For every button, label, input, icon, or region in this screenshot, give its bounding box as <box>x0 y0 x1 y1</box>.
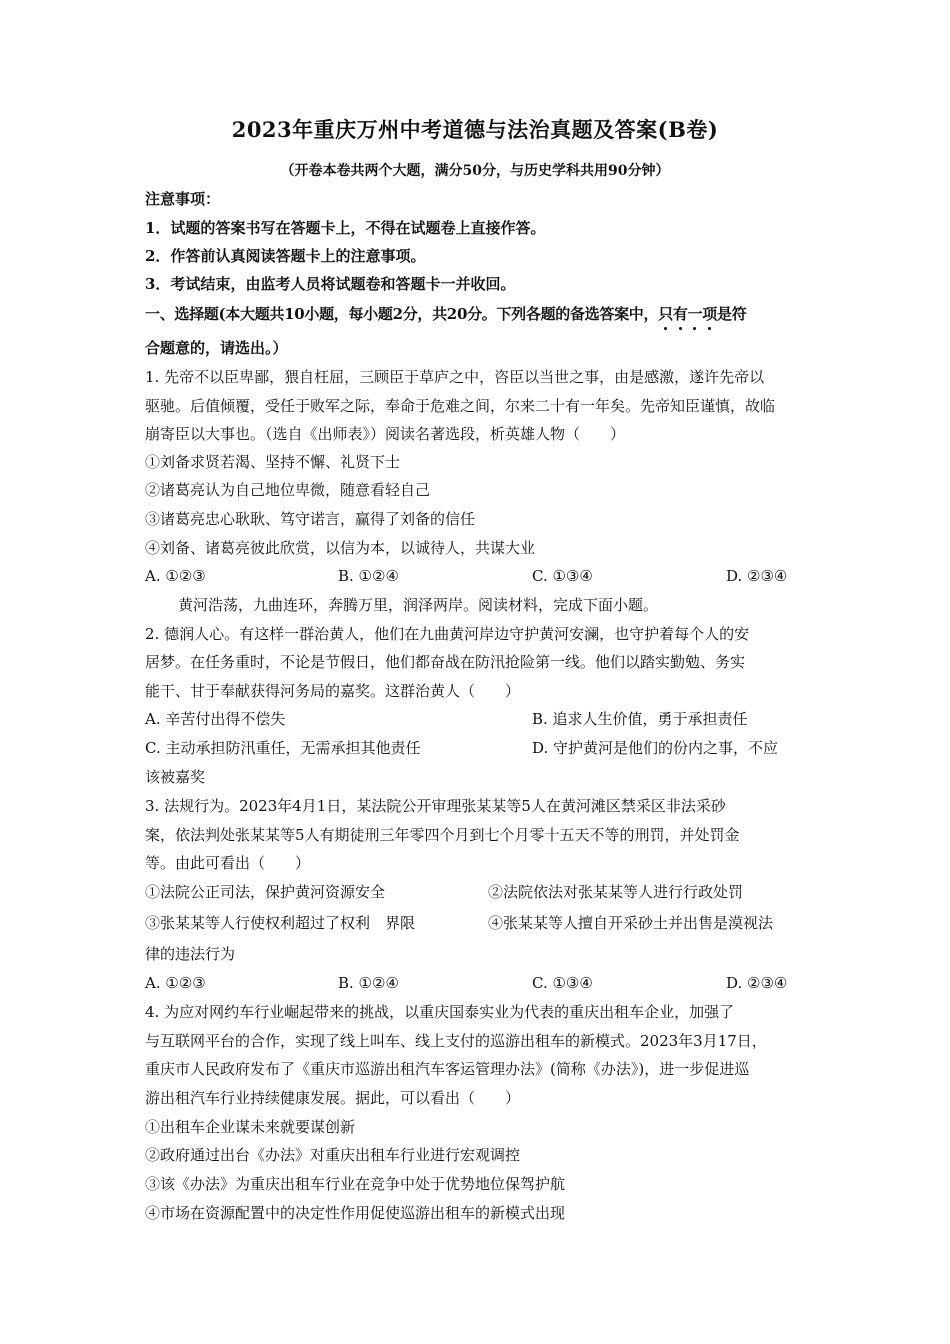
question-3-statement: ②法院依法对张某某等人进行行政处罚 <box>488 883 744 901</box>
question-2-option-d[interactable]: D. 守护黄河是他们的份内之事，不应 <box>532 739 779 757</box>
notice-item: 1．试题的答案书写在答题卡上，不得在试题卷上直接作答。 <box>145 219 546 237</box>
question-3-text: 等。由此可看出（ ） <box>145 854 311 872</box>
question-4-text: 4. 为应对网约车行业崛起带来的挑战，以重庆国泰实业为代表的重庆出租车企业，加强了 <box>145 1003 735 1021</box>
question-3-text: 案，依法判处张某某等5人有期徒刑三年零四个月到七个月零十五天不等的刑罚，并处罚金 <box>145 826 740 844</box>
notice-heading: 注意事项： <box>145 190 221 208</box>
emphasis-char: 项 <box>702 305 717 323</box>
question-1-option-a[interactable]: A. ①②③ <box>145 567 206 585</box>
question-3-statement: ④张某某等人擅自开采砂土并出售是漠视法 <box>488 914 774 932</box>
question-1-option-b[interactable]: B. ①②④ <box>338 567 399 585</box>
question-4-text: 重庆市人民政府发布了《重庆市巡游出租汽车客运管理办法》(简称《办法》)，进一步促进巡 <box>145 1060 750 1078</box>
question-3-option-b[interactable]: B. ①②④ <box>338 974 399 992</box>
question-1-option-c[interactable]: C. ①③④ <box>532 567 593 585</box>
question-1-statement: ④刘备、诸葛亮彼此欣赏，以信为本，以诚待人，共谋大业 <box>145 539 536 557</box>
page-title: 2023年重庆万州中考道德与法治真题及答案(B卷) <box>231 117 719 142</box>
question-3-option-a[interactable]: A. ①②③ <box>145 974 206 992</box>
question-1-statement: ②诸葛亮认为自己地位卑微，随意看轻自己 <box>145 481 431 499</box>
question-4-text: 与互联网平台的合作，实现了线上叫车、线上支付的巡游出租车的新模式。2023年3月17日， <box>145 1032 767 1050</box>
question-1-text: 1. 先帝不以臣卑鄙，猥自枉屈，三顾臣于草庐之中，咨臣以当世之事，由是感激，遂许先帝以 <box>145 368 765 386</box>
notice-item: 3．考试结束，由监考人员将试题卷和答题卡一并收回。 <box>145 275 516 293</box>
question-4-statement: ①出租车企业谋未来就要谋创新 <box>145 1118 356 1136</box>
notice-item: 2．作答前认真阅读答题卡上的注意事项。 <box>145 247 426 265</box>
question-2-text: 2. 德润人心。有这样一群治黄人，他们在九曲黄河岸边守护黄河安澜，也守护着每个人的安 <box>145 625 750 643</box>
question-2-option-d-cont: 该被嘉奖 <box>145 768 206 786</box>
question-2-text: 能干、甘于奉献获得河务局的嘉奖。这群治黄人（ ） <box>145 682 521 700</box>
section-heading-cont: 合题意的，请选出。） <box>145 339 288 357</box>
question-2-option-c[interactable]: C. 主动承担防汛重任，无需承担其他责任 <box>145 739 421 757</box>
question-1-text: 驱驰。后值倾覆，受任于败军之际，奉命于危难之间，尔来二十有一年矣。先帝知臣谨慎，故临 <box>145 397 776 415</box>
exam-subtitle: （开卷本卷共两个大题，满分50分，与历史学科共用90分钟） <box>280 163 670 179</box>
question-1-statement: ①刘备求贤若渴、坚持不懈、礼贤下士 <box>145 453 401 471</box>
question-3-option-d[interactable]: D. ②③④ <box>726 974 788 992</box>
section-heading-text: 一、选择题(本大题共10小题，每小题2分，共20分。下列各题的备选答案中， <box>145 305 659 323</box>
question-4-statement: ②政府通过出台《办法》对重庆出租车行业进行宏观调控 <box>145 1146 521 1164</box>
question-4-statement: ③该《办法》为重庆出租车行业在竞争中处于优势地位保驾护航 <box>145 1175 566 1193</box>
question-3-option-c[interactable]: C. ①③④ <box>532 974 593 992</box>
reading-intro: 黄河浩荡，九曲连环，奔腾万里，润泽两岸。阅读材料，完成下面小题。 <box>178 596 659 614</box>
question-3-statement: ①法院公正司法，保护黄河资源安全 <box>145 883 386 901</box>
emphasis-char: 一 <box>687 305 703 323</box>
section-heading <box>145 304 746 324</box>
question-4-statement: ④市场在资源配置中的决定性作用促使巡游出租车的新模式出现 <box>145 1204 566 1222</box>
question-3-statement-cont: 律的违法行为 <box>145 945 236 963</box>
emphasis-char: 只 <box>658 305 673 323</box>
emphasis-char: 有 <box>672 305 688 323</box>
question-2-option-a[interactable]: A. 辛苦付出得不偿失 <box>145 710 286 728</box>
question-1-option-d[interactable]: D. ②③④ <box>726 567 788 585</box>
question-1-statement: ③诸葛亮忠心耿耿、笃守诺言，赢得了刘备的信任 <box>145 510 476 528</box>
question-4-text: 游出租汽车行业持续健康发展。据此，可以看出（ ） <box>145 1089 521 1107</box>
question-3-text: 3. 法规行为。2023年4月1日，某法院公开审理张某某等5人在黄河滩区禁采区非法采砂 <box>145 797 726 815</box>
question-2-option-b[interactable]: B. 追求人生价值，勇于承担责任 <box>532 710 748 728</box>
question-3-statement: ③张某某等人行使权利超过了权利 界限 <box>145 914 416 932</box>
section-heading-text: 是符 <box>717 305 747 323</box>
question-2-text: 居梦。在任务重时，不论是节假日，他们都奋战在防汛抢险第一线。他们以踏实勤勉、务实 <box>145 653 746 671</box>
question-1-text: 崩寄臣以大事也。（选自《出师表》）阅读名著选段，析英雄人物（ ） <box>145 425 626 443</box>
